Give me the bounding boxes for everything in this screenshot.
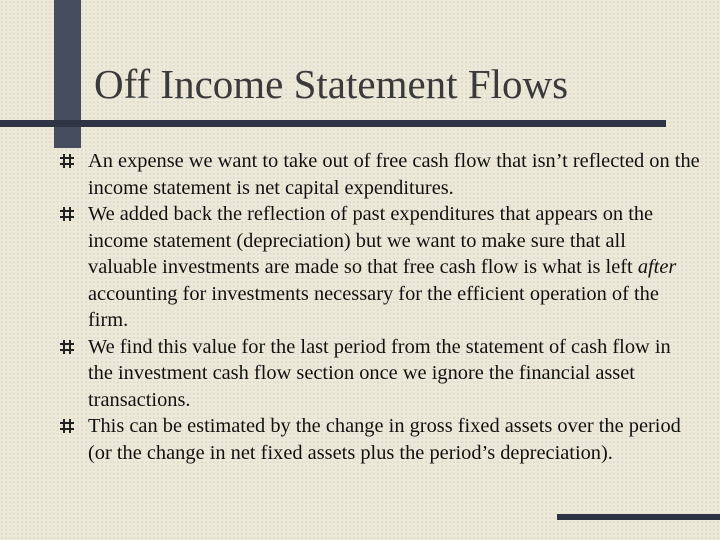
title-underline-rule xyxy=(0,120,666,127)
slide-title: Off Income Statement Flows xyxy=(94,61,569,107)
bullet-item xyxy=(60,201,700,334)
grid-bullet-icon xyxy=(60,419,74,433)
bullet-text: We find this value for the last period from the statement of cash flow in the investment cash flow section once we ignore the financial asset transactions. xyxy=(88,335,671,411)
bottom-corner-rule xyxy=(557,514,720,520)
bullet-text-emphasis: after xyxy=(637,256,677,278)
bullet-item xyxy=(60,148,700,201)
bullet-text: An expense we want to take out of free cash flow that isn’t reflected on the income statement is net capital expenditures. xyxy=(88,150,700,199)
bullet-item xyxy=(60,334,700,414)
bullet-text xyxy=(88,203,676,331)
grid-bullet-icon xyxy=(60,340,74,354)
bullet-text: This can be estimated by the change in gross fixed assets over the period (or the change in net fixed assets plus the period’s depreciation). xyxy=(88,415,681,464)
grid-bullet-icon xyxy=(60,207,74,221)
bullet-item xyxy=(60,413,700,466)
bullet-text-part: accounting for investments necessary for the efficient operation of the firm. xyxy=(88,282,659,331)
bullet-text-part: We added back the reflection of past expenditures that appears on the income statement (depreciation) but we want to make sure that all valuable investments are made so that free cash flow is what is left xyxy=(88,203,654,278)
grid-bullet-icon xyxy=(60,154,74,168)
bullet-list xyxy=(60,148,700,466)
